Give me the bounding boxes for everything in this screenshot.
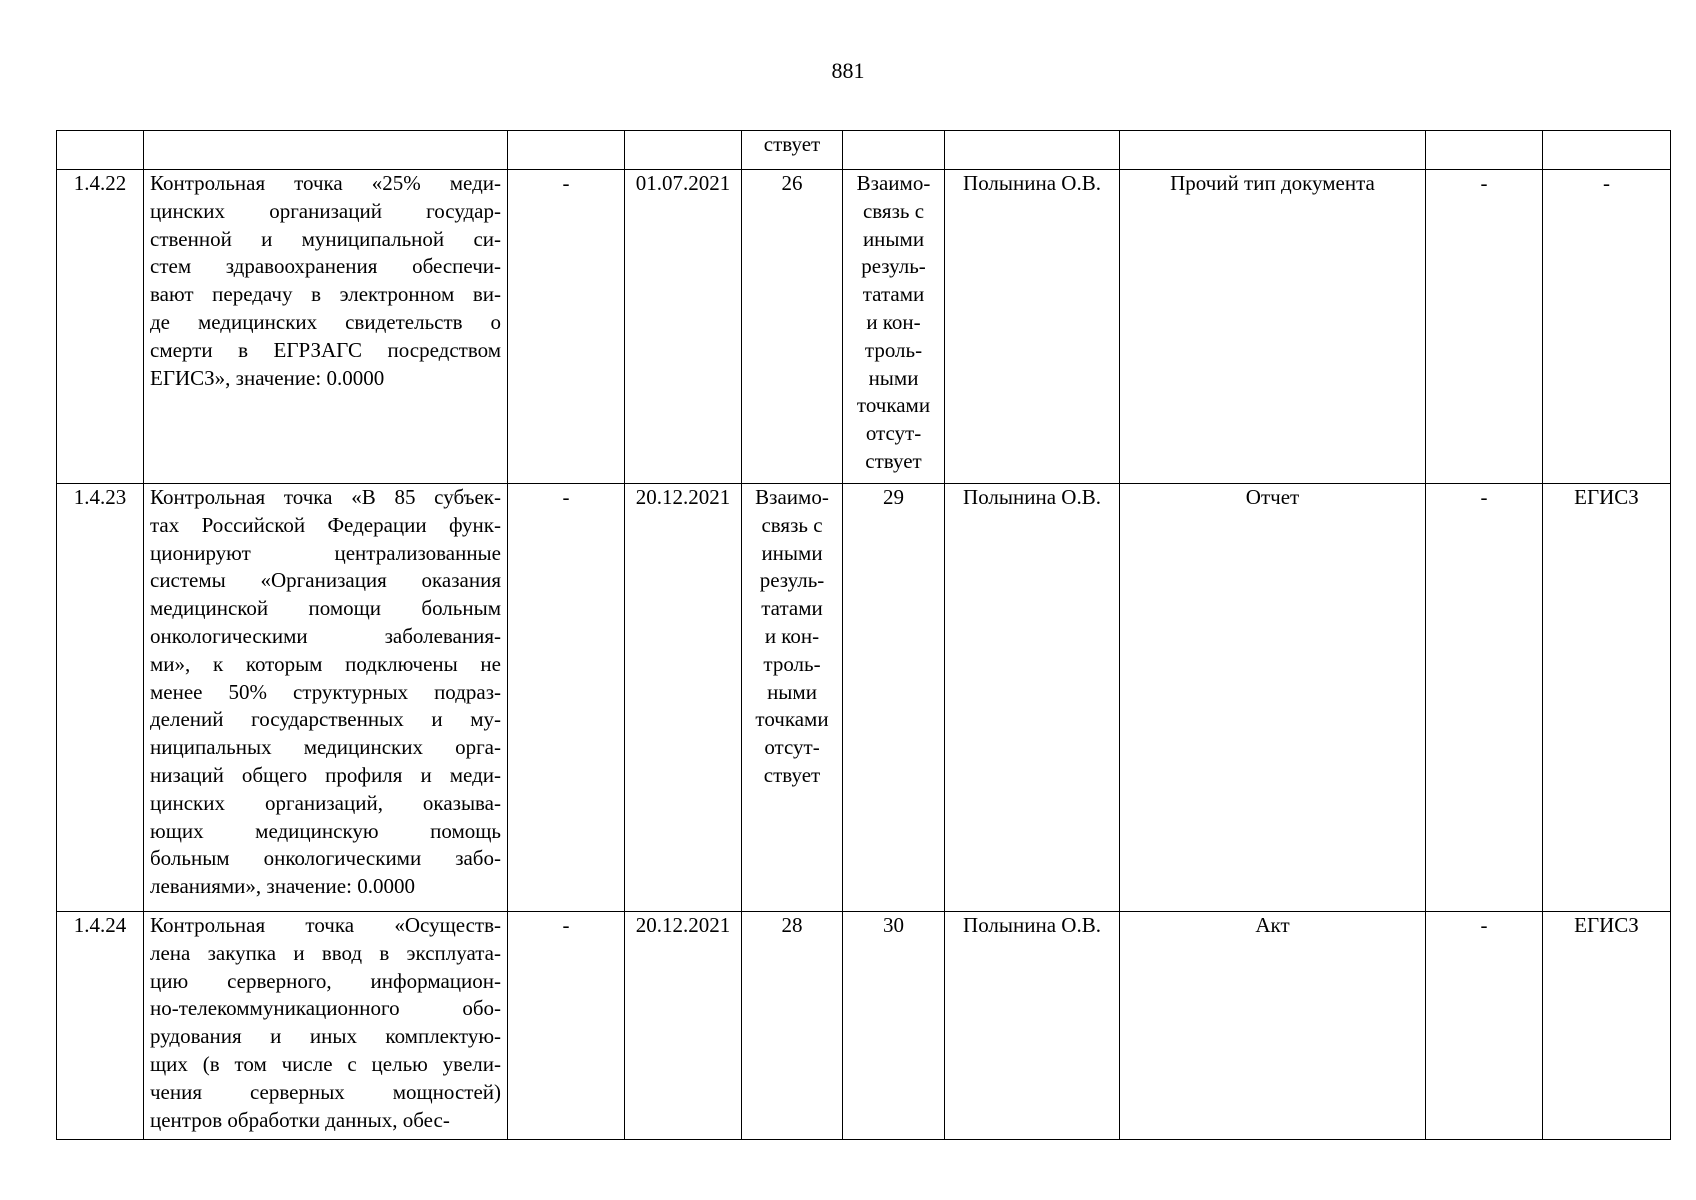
cell-line: 28 bbox=[781, 913, 803, 937]
cell-text: - bbox=[1480, 913, 1488, 937]
description-line: ющих медицинскую помощь bbox=[150, 818, 501, 843]
document-type: Прочий тип документа bbox=[1170, 171, 1375, 195]
cell-desc bbox=[144, 484, 508, 912]
cell-line: иными bbox=[761, 540, 823, 565]
cell-col5 bbox=[742, 131, 843, 170]
cell-num bbox=[57, 131, 144, 170]
cell-line: отсут- bbox=[865, 421, 922, 446]
cell-date bbox=[625, 484, 742, 912]
description-line: медицинской помощи больным bbox=[150, 596, 501, 621]
description-line: цинских организаций государ- bbox=[150, 198, 501, 223]
cell-line: 26 bbox=[781, 171, 803, 195]
cell-col10 bbox=[1543, 131, 1671, 170]
page-number: 881 bbox=[831, 58, 865, 83]
description-line: менее 50% структурных подраз- bbox=[150, 679, 501, 704]
cell-col3 bbox=[508, 484, 625, 912]
description-line: Контрольная точка «25% меди- bbox=[150, 171, 501, 195]
cell-line: отсут- bbox=[764, 735, 820, 760]
table-row bbox=[57, 912, 1671, 1140]
description-line: делений государственных и му- bbox=[150, 707, 501, 732]
cell-doc-type bbox=[1120, 484, 1426, 912]
description-line: цию серверного, информацион- bbox=[150, 968, 501, 993]
responsible-person: Полынина О.В. bbox=[963, 171, 1101, 195]
cell-col5 bbox=[742, 484, 843, 912]
cell-line: связь с bbox=[862, 198, 925, 223]
description-line: чения серверных мощностей) bbox=[150, 1079, 501, 1104]
cell-col5 bbox=[742, 912, 843, 1140]
cell-responsible bbox=[945, 170, 1120, 484]
cell-line: Взаимо- bbox=[755, 485, 829, 509]
description-line: цинских организаций, оказыва- bbox=[150, 790, 501, 815]
cell-text: - bbox=[562, 913, 570, 937]
cell-num bbox=[57, 484, 144, 912]
cell-responsible bbox=[945, 912, 1120, 1140]
description-line: ниципальных медицинских орга- bbox=[150, 735, 501, 760]
cell-date bbox=[625, 912, 742, 1140]
cell-col9 bbox=[1426, 131, 1543, 170]
cell-line: 30 bbox=[883, 913, 904, 937]
cell-text: ствует bbox=[763, 132, 821, 156]
description-line: но-телекоммуникационного обо- bbox=[150, 996, 501, 1021]
information-system: - bbox=[1603, 171, 1610, 195]
cell-text: - bbox=[562, 485, 570, 509]
description-line: тах Российской Федерации функ- bbox=[150, 512, 501, 537]
cell-col3 bbox=[508, 912, 625, 1140]
description-line: смерти в ЕГРЗАГС посредством bbox=[150, 337, 501, 362]
cell-col9 bbox=[1426, 170, 1543, 484]
cell-line: иными bbox=[862, 226, 925, 251]
description-line: центров обработки данных, обес- bbox=[150, 1107, 450, 1132]
cell-text: - bbox=[1480, 171, 1488, 195]
description-line: ми», к которым подключены не bbox=[150, 651, 501, 676]
cell-desc bbox=[144, 912, 508, 1140]
description-line: рудования и иных комплектую- bbox=[150, 1024, 501, 1049]
description-line: ционируют централизованные bbox=[150, 540, 501, 565]
cell-text: - bbox=[562, 171, 570, 195]
description-line: стем здравоохранения обеспечи- bbox=[150, 254, 501, 279]
description-line: де медицинских свидетельств о bbox=[150, 309, 501, 334]
cell-col9 bbox=[1426, 912, 1543, 1140]
responsible-person: Полынина О.В. bbox=[963, 485, 1101, 509]
cell-line: точками bbox=[755, 707, 829, 732]
row-number: 1.4.24 bbox=[73, 913, 127, 937]
cell-line: точками bbox=[856, 393, 931, 418]
description-line: Контрольная точка «Осуществ- bbox=[150, 913, 501, 937]
cell-num bbox=[57, 170, 144, 484]
information-system: ЕГИСЗ bbox=[1574, 913, 1639, 937]
table-row bbox=[57, 170, 1671, 484]
cell-col10 bbox=[1543, 912, 1671, 1140]
row-number: 1.4.23 bbox=[73, 485, 127, 509]
row-number: 1.4.22 bbox=[73, 171, 127, 195]
cell-line: резуль- bbox=[861, 254, 926, 279]
cell-line: троль- bbox=[763, 651, 821, 676]
cell-col6 bbox=[843, 912, 945, 1140]
deadline-date: 20.12.2021 bbox=[635, 485, 731, 509]
deadline-date: 20.12.2021 bbox=[635, 913, 731, 937]
cell-line: и кон- bbox=[866, 309, 921, 334]
description-line: онкологическими заболевания- bbox=[150, 623, 501, 648]
cell-line: ствует bbox=[763, 762, 821, 787]
description-line: больным онкологическими забо- bbox=[150, 846, 501, 871]
information-system: ЕГИСЗ bbox=[1574, 485, 1639, 509]
cell-col3 bbox=[508, 170, 625, 484]
description-line: ственной и муниципальной си- bbox=[150, 226, 501, 251]
table-row bbox=[57, 484, 1671, 912]
cell-line: ными bbox=[767, 679, 817, 704]
cell-line: татами bbox=[761, 596, 823, 621]
description-line: ЕГИСЗ», значение: 0.0000 bbox=[150, 365, 385, 390]
cell-text: - bbox=[1480, 485, 1488, 509]
cell-col9 bbox=[1426, 484, 1543, 912]
cell-desc bbox=[144, 170, 508, 484]
cell-line: Взаимо- bbox=[856, 171, 931, 195]
description-line: Контрольная точка «В 85 субъек- bbox=[150, 485, 501, 509]
cell-col6 bbox=[843, 484, 945, 912]
cell-line: резуль- bbox=[759, 568, 825, 593]
cell-doc-type bbox=[1120, 170, 1426, 484]
description-line: леваниями», значение: 0.0000 bbox=[150, 874, 415, 899]
description-line: щих (в том числе с целью увели- bbox=[150, 1051, 501, 1076]
description-line: системы «Организация оказания bbox=[150, 568, 501, 593]
cell-responsible bbox=[945, 131, 1120, 170]
cell-line: троль- bbox=[864, 337, 923, 362]
deadline-date: 01.07.2021 bbox=[635, 171, 731, 195]
description-line: лена закупка и ввод в эксплуата- bbox=[150, 940, 501, 965]
cell-doc-type bbox=[1120, 131, 1426, 170]
cell-doc-type bbox=[1120, 912, 1426, 1140]
cell-num bbox=[57, 912, 144, 1140]
cell-date bbox=[625, 131, 742, 170]
description-line: вают передачу в электронном ви- bbox=[150, 282, 501, 307]
document-type: Отчет bbox=[1245, 485, 1300, 509]
cell-col10 bbox=[1543, 484, 1671, 912]
cell-line: 29 bbox=[883, 485, 904, 509]
cell-desc bbox=[144, 131, 508, 170]
cell-responsible bbox=[945, 484, 1120, 912]
cell-col6 bbox=[843, 131, 945, 170]
cell-col5 bbox=[742, 170, 843, 484]
description-line: низаций общего профиля и меди- bbox=[150, 762, 501, 787]
document-type: Акт bbox=[1255, 913, 1290, 937]
cell-col10 bbox=[1543, 170, 1671, 484]
cell-col6 bbox=[843, 170, 945, 484]
cell-line: ствует bbox=[865, 448, 922, 473]
cell-line: татами bbox=[862, 282, 925, 307]
cell-line: ными bbox=[868, 365, 919, 390]
cell-col3 bbox=[508, 131, 625, 170]
cell-line: и кон- bbox=[764, 623, 820, 648]
responsible-person: Полынина О.В. bbox=[963, 913, 1101, 937]
schedule-table bbox=[56, 130, 1671, 1140]
cell-date bbox=[625, 170, 742, 484]
table-row-continuation bbox=[57, 131, 1671, 170]
cell-line: связь с bbox=[761, 512, 823, 537]
